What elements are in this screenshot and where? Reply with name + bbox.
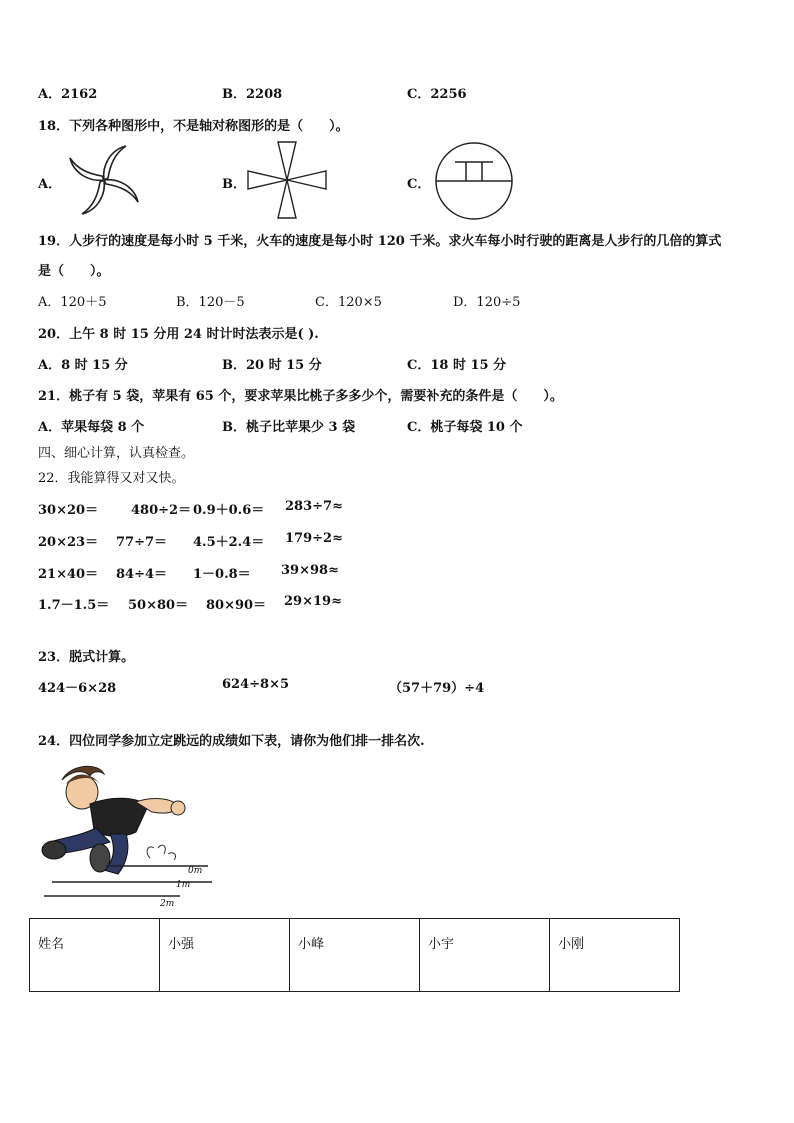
q21-stem: 21．桃子有 5 袋，苹果有 65 个，要求苹果比桃子多多少个，需要补充的条件是（ ）。	[38, 389, 563, 404]
table-cell: 小刚	[550, 919, 680, 992]
calc-item: 1.7－1.5＝	[38, 598, 110, 613]
q21-option-a: A．苹果每袋 8 个	[38, 420, 145, 435]
q22-stem: 22．我能算得又对又快。	[38, 471, 185, 486]
q20-option-c: C．18 时 15 分	[407, 358, 507, 373]
q18-option-b-label: B．	[222, 177, 246, 192]
calc-item: 50×80＝	[128, 598, 189, 613]
q19-stem-line2: 是（ ）。	[38, 264, 110, 279]
pinwheel-figure	[66, 142, 142, 218]
table-row	[30, 919, 680, 992]
calc-item: 20×23＝	[38, 535, 99, 550]
q21-option-b: B．桃子比苹果少 3 袋	[222, 420, 356, 435]
q17-option-b: B．2208	[222, 87, 283, 102]
table-cell: 小宇	[420, 919, 550, 992]
q18-stem: 18．下列各种图形中，不是轴对称图形的是（ ）。	[38, 119, 349, 134]
calc-item: 1－0.8＝	[193, 567, 251, 582]
q19-option-b: B．120－5	[176, 295, 245, 310]
q20-stem: 20．上午 8 时 15 分用 24 时计时法表示是( ).	[38, 327, 319, 342]
mark-2m: 2m	[160, 899, 175, 909]
table-cell: 小峰	[290, 919, 420, 992]
table-cell: 姓名	[30, 919, 160, 992]
calc-item: 480÷2＝	[131, 503, 192, 518]
calc-item: 0.9＋0.6＝	[193, 503, 265, 518]
q19-stem-line1: 19．人步行的速度是每小时 5 千米，火车的速度是每小时 120 千米。求火车每小时行驶的距离是人步行的几倍的算式	[38, 234, 722, 249]
q19-option-c: C．120×5	[315, 295, 382, 310]
calc-item: 30×20＝	[38, 503, 99, 518]
q17-option-c: C．2256	[407, 87, 467, 102]
q18-option-c-label: C．	[407, 177, 431, 192]
q21-option-c: C．桃子每袋 10 个	[407, 420, 523, 435]
q17-option-a: A．2162	[38, 87, 98, 102]
calc-item: 4.5＋2.4＝	[193, 535, 265, 550]
circle-figure	[435, 142, 513, 220]
calc-item: 29×19≈	[284, 594, 342, 609]
results-table	[29, 918, 680, 992]
calc-item: 179÷2≈	[285, 531, 343, 546]
q23-item: 624÷8×5	[222, 677, 290, 692]
q18-option-a-label: A．	[38, 177, 62, 192]
calc-item: 84÷4＝	[116, 567, 168, 582]
q19-option-a: A．120＋5	[38, 295, 107, 310]
q23-item: （57＋79）÷4	[389, 681, 485, 696]
table-cell: 小强	[160, 919, 290, 992]
cross-triangles-figure	[248, 142, 326, 218]
q20-option-a: A．8 时 15 分	[38, 358, 128, 373]
calc-item: 80×90＝	[206, 598, 267, 613]
q24-stem: 24．四位同学参加立定跳远的成绩如下表，请你为他们排一排名次.	[38, 734, 425, 749]
q20-option-b: B．20 时 15 分	[222, 358, 322, 373]
mark-1m: 1m	[176, 880, 191, 890]
calc-item: 21×40＝	[38, 567, 99, 582]
calc-item: 283÷7≈	[285, 499, 343, 514]
q19-option-d: D．120÷5	[453, 295, 521, 310]
calc-item: 39×98≈	[281, 563, 339, 578]
q23-item: 424－6×28	[38, 681, 117, 696]
calc-item: 77÷7＝	[116, 535, 168, 550]
section-4-title: 四、细心计算，认真检查。	[38, 446, 195, 461]
q23-stem: 23．脱式计算。	[38, 650, 135, 665]
mark-0m: 0m	[188, 866, 203, 876]
